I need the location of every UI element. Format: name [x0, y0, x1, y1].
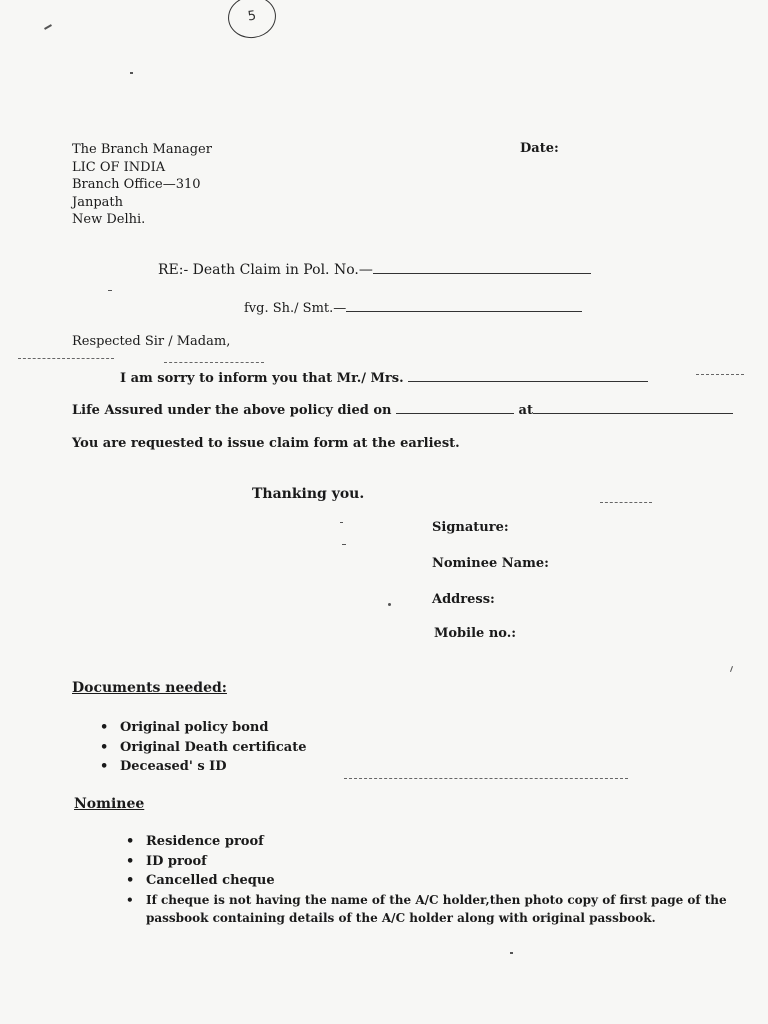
body-line-2-text: Life Assured under the above policy died on: [72, 403, 392, 418]
recipient-line: The Branch Manager: [72, 142, 212, 157]
list-item: • Residence proof: [122, 832, 736, 852]
recipient-line: Janpath: [72, 194, 124, 210]
subject-policy-line: [158, 260, 591, 278]
list-item: • Original Death certificate: [96, 738, 306, 758]
closing: Thanking you.: [252, 486, 365, 502]
recipient-line: LIC OF INDIA: [72, 159, 166, 175]
recipient-line: Branch Office—310: [72, 177, 201, 192]
policy-number-blank: [373, 260, 591, 274]
nominee-heading: Nominee: [74, 796, 145, 812]
scan-noise-dash: [164, 362, 264, 363]
scan-noise-speck: [340, 522, 343, 523]
scan-noise-dash: [18, 358, 114, 359]
death-date-blank: [396, 400, 514, 414]
scan-noise-dash: [600, 502, 652, 503]
documents-list: [96, 718, 306, 777]
scan-noise-speck: [730, 666, 733, 672]
handwritten-page-mark: 5: [225, 0, 278, 41]
nominee-list-wrap: [122, 832, 736, 927]
recipient-address: [72, 141, 212, 229]
salutation: Respected Sir / Madam,: [72, 334, 231, 349]
body-line-2-at: at: [518, 403, 533, 418]
scan-noise-speck: [388, 603, 391, 606]
documents-list-wrap: [96, 718, 306, 777]
nominee-name-label: Nominee Name:: [432, 556, 549, 571]
address-label: Address:: [432, 592, 495, 607]
nominee-list: [122, 832, 736, 927]
scan-noise-dash: [344, 778, 628, 779]
list-item: • Cancelled cheque: [122, 871, 736, 891]
scan-noise-dash: [696, 374, 744, 375]
subject-fvg-label: fvg. Sh./ Smt.—: [244, 301, 347, 316]
documents-heading: Documents needed:: [72, 680, 227, 696]
date-label: Date:: [520, 141, 559, 156]
list-item: • Original policy bond: [96, 718, 306, 738]
body-line-1-text: I am sorry to inform you that Mr./ Mrs.: [120, 371, 404, 386]
body-line-1: [120, 368, 648, 386]
list-item: • ID proof: [122, 852, 736, 872]
scan-noise-speck: [44, 24, 52, 30]
subject-fvg-line: [244, 298, 582, 316]
mobile-label: Mobile no.:: [434, 626, 517, 641]
signature-label: Signature:: [432, 520, 509, 535]
body-line-3: You are requested to issue claim form at the earliest.: [72, 436, 460, 451]
subject-policy-label: RE:- Death Claim in Pol. No.—: [158, 262, 373, 278]
death-place-blank: [533, 400, 733, 414]
deceased-name-blank: [408, 368, 648, 382]
list-item: • Deceased' s ID: [96, 757, 306, 777]
scan-noise-speck: [108, 290, 112, 291]
life-assured-name-blank: [346, 298, 582, 312]
body-line-2: [72, 400, 733, 418]
scan-noise-speck: [130, 72, 133, 74]
list-item: • If cheque is not having the name of the A/C holder,then photo copy of first page of the passbook containing details of the A/C holder along with original passbook.: [122, 891, 736, 927]
scan-noise-speck: [510, 952, 513, 954]
scan-noise-speck: [342, 544, 346, 545]
recipient-line: New Delhi.: [72, 212, 146, 227]
